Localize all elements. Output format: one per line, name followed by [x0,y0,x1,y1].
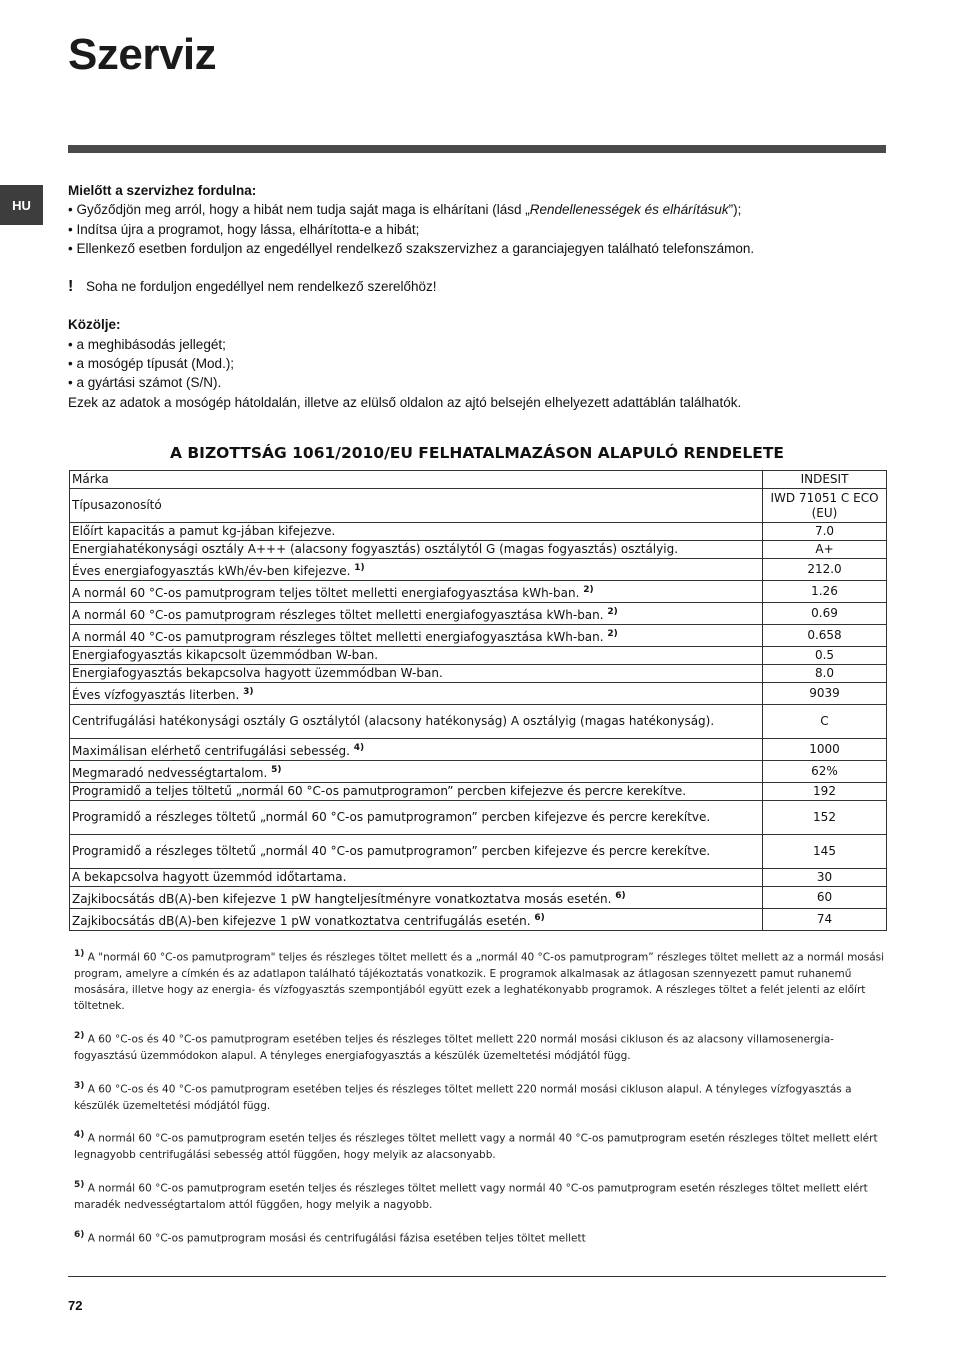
footnote-ref: 2) [583,584,594,595]
instruction-item: • Győződjön meg arról, hogy a hibát nem tudja saját maga is elhárítani (lásd „Rendellenességek és elhárításuk”); [68,200,888,219]
footnote-mark: 2) [74,1031,85,1042]
row-value: 30 [763,869,887,887]
table-row [70,559,887,581]
row-label: Programidő a részleges töltetű „normál 40 °C-os pamutprogramon” percben kifejezve és percre kerekítve. [70,835,763,869]
header-rule [68,145,886,153]
row-value: 0.658 [763,625,887,647]
table-row [70,835,887,869]
report-item: • a meghibásodás jellegét; [68,335,888,354]
row-label: Energiafogyasztás kikapcsolt üzemmódban W-ban. [70,647,763,665]
footnote-mark: 6) [74,1229,85,1240]
row-label: Zajkibocsátás dB(A)-ben kifejezve 1 pW vonatkoztatva centrifugálás esetén. $^{6)}$ [70,909,763,931]
page-title: Szerviz [68,30,217,79]
footnote-mark: 1) [74,949,85,959]
regulation-table [69,470,887,931]
footnote-mark: 3) [74,1080,85,1091]
table-row [70,489,887,523]
row-value: 1000 [763,739,887,761]
footnote-ref: 6) [534,912,545,923]
footnote: $^{3)}$ A 60 °C-os és 40 °C-os pamutprogram esetében teljes és részleges töltet mellett 220 normál mosási cikluson alapul. A tényleges vízfogyasztás a készülék üzemeltetési módjától függ. [74,1080,852,1112]
report-heading: Közölje: [68,317,121,333]
row-value: 74 [763,909,887,931]
row-label: Centrifugálási hatékonysági osztály G osztálytól (alacsony hatékonyság) A osztályig (magas hatékonyság). [70,705,763,739]
footnote: $^{5)}$ A normál 60 °C-os pamutprogram esetén teljes és részleges töltet mellett vagy normál 40 °C-os pamutprogram esetén részleges töltet mellett elért maradék nedvességtartalom attól függően, hogy melyik a nagyobb. [74,1179,868,1211]
instruction-item: • Indítsa újra a programot, hogy lássa, elhárította-e a hibát; [68,220,888,239]
row-value: 9039 [763,683,887,705]
row-label: Programidő a teljes töltetű „normál 60 °C-os pamutprogramon” percben kifejezve és percre kerekítve. [70,783,763,801]
instruction-item: • Ellenkező esetben forduljon az engedéllyel rendelkező szakszervizhez a garanciajegyen található telefonszámon. [68,239,888,258]
regulation-title: A BIZOTTSÁG 1061/2010/EU FELHATALMAZÁSON ALAPULÓ RENDELETE [169,444,785,462]
row-value: 62% [763,761,887,783]
row-value: 0.69 [763,603,887,625]
row-label: A normál 60 °C-os pamutprogram részleges töltet melletti energiafogyasztása kWh-ban. $^{2)}$ [70,603,763,625]
table-row [70,761,887,783]
row-label: Éves energiafogyasztás kWh/év-ben kifejezve. $^{1)}$ [70,559,763,581]
row-label: Maximálisan elérhető centrifugálási sebesség. $^{4)}$ [70,739,763,761]
footnote-ref: 5) [271,764,282,775]
row-label: Előírt kapacitás a pamut kg-jában kifejezve. [70,523,763,541]
row-value: 192 [763,783,887,801]
footnote: $^{2)}$ A 60 °C-os és 40 °C-os pamutprogram esetében teljes és részleges töltet mellett 220 normál mosási cikluson és az alacsony villamosenergia-fogyasztású üzemmódokon alapul. A tényleges energiafogyasztás a készülék üzemeltetési módjától függ. [74,1031,834,1062]
footnote-ref: 2) [607,606,618,617]
row-value: 1.26 [763,581,887,603]
report-item: • a gyártási számot (S/N). [68,373,888,392]
data-location-note: Ezek az adatok a mosógép hátoldalán, illetve az elülső oldalon az ajtó belsején elhelyezett adattáblán találhatók. [68,394,742,410]
table-row [70,801,887,835]
row-value: 8.0 [763,665,887,683]
table-row [70,869,887,887]
footnote-mark: 5) [74,1179,85,1190]
footnote-ref: 3) [243,686,254,697]
table-row [70,603,887,625]
row-label: Megmaradó nedvességtartalom. $^{5)}$ [70,761,763,783]
table-row [70,683,887,705]
row-label: A bekapcsolva hagyott üzemmód időtartama. [70,869,763,887]
footnote: $^{1)}$ A "normál 60 °C-os pamutprogram" teljes és részleges töltet mellett és a „normál 40 °C-os pamutprogram” részleges töltet mellett az a normál mosási program, amelyre a címkén és az adatlapon található tájékoztatás vonatkozik. E programok alkalmasak az átlagosan szennyezett pamut ruhanemű mosására, illetve hogy az energia- és vízfogyasztás szempontjából együtt ezek a leghatékonyabb programok. A részleges töltet a felét jelenti az előírt töltetnek. [74,949,885,1013]
footnotes [74,946,886,1260]
row-label: A normál 60 °C-os pamutprogram teljes töltet melletti energiafogyasztása kWh-ban. $^{2)}$ [70,581,763,603]
footer-rule [68,1276,886,1277]
row-label: Energiafogyasztás bekapcsolva hagyott üzemmódban W-ban. [70,665,763,683]
table-row [70,541,887,559]
service-instructions [68,181,888,412]
row-value: 7.0 [763,523,887,541]
row-label: Programidő a részleges töltetű „normál 60 °C-os pamutprogramon” percben kifejezve és percre kerekítve. [70,801,763,835]
table-row [70,471,887,489]
row-value: 152 [763,801,887,835]
page-number: 72 [68,1298,83,1313]
table-row [70,581,887,603]
row-value: 212.0 [763,559,887,581]
row-value: 60 [763,887,887,909]
row-label: A normál 40 °C-os pamutprogram részleges töltet melletti energiafogyasztása kWh-ban. $^{2)}$ [70,625,763,647]
row-value: 0.5 [763,647,887,665]
footnote-ref: 4) [353,742,365,753]
warning-note: ! Soha ne forduljon engedéllyel nem rendelkező szerelőhöz! [68,278,437,296]
row-value: IWD 71051 C ECO (EU) [763,489,887,523]
row-value: 145 [763,835,887,869]
row-value: C [763,705,887,739]
table-row [70,625,887,647]
language-tab: HU [0,185,43,225]
before-service-heading: Mielőtt a szervizhez fordulna: [68,183,257,198]
table-row [70,909,887,931]
footnote-ref: 6) [615,890,626,901]
row-label: Zajkibocsátás dB(A)-ben kifejezve 1 pW hangteljesítményre vonatkoztatva mosás esetén. $^{6)}$ [70,887,763,909]
row-label: Márka [70,471,763,489]
footnote: $^{4)}$ A normál 60 °C-os pamutprogram esetén teljes és részleges töltet mellett vagy a normál 40 °C-os pamutprogram esetén részleges töltet mellett elért legnagyobb centrifugálási sebesség attól függően, hogy melyik az alacsonyabb. [74,1130,878,1162]
row-label: Éves vízfogyasztás literben. $^{3)}$ [70,683,763,705]
row-label: Energiahatékonysági osztály A+++ (alacsony fogyasztás) osztálytól G (magas fogyasztás) osztályig. [70,541,763,559]
table-row [70,783,887,801]
table-row [70,705,887,739]
table-row [70,887,887,909]
exclamation-icon: ! [68,278,74,296]
footnote-ref: 1) [354,562,365,573]
footnote-mark: 4) [74,1130,85,1141]
table-row [70,647,887,665]
footnote: $^{6)}$ A normál 60 °C-os pamutprogram mosási és centrifugálási fázisa esetében teljes töltet mellett [74,1229,586,1245]
row-label: Típusazonosító [70,489,763,523]
table-row [70,523,887,541]
footnote-ref: 2) [607,628,618,639]
table-row [70,665,887,683]
report-item: • a mosógép típusát (Mod.); [68,354,888,373]
table-row [70,739,887,761]
row-value: A+ [763,541,887,559]
row-value: INDESIT [763,471,887,489]
